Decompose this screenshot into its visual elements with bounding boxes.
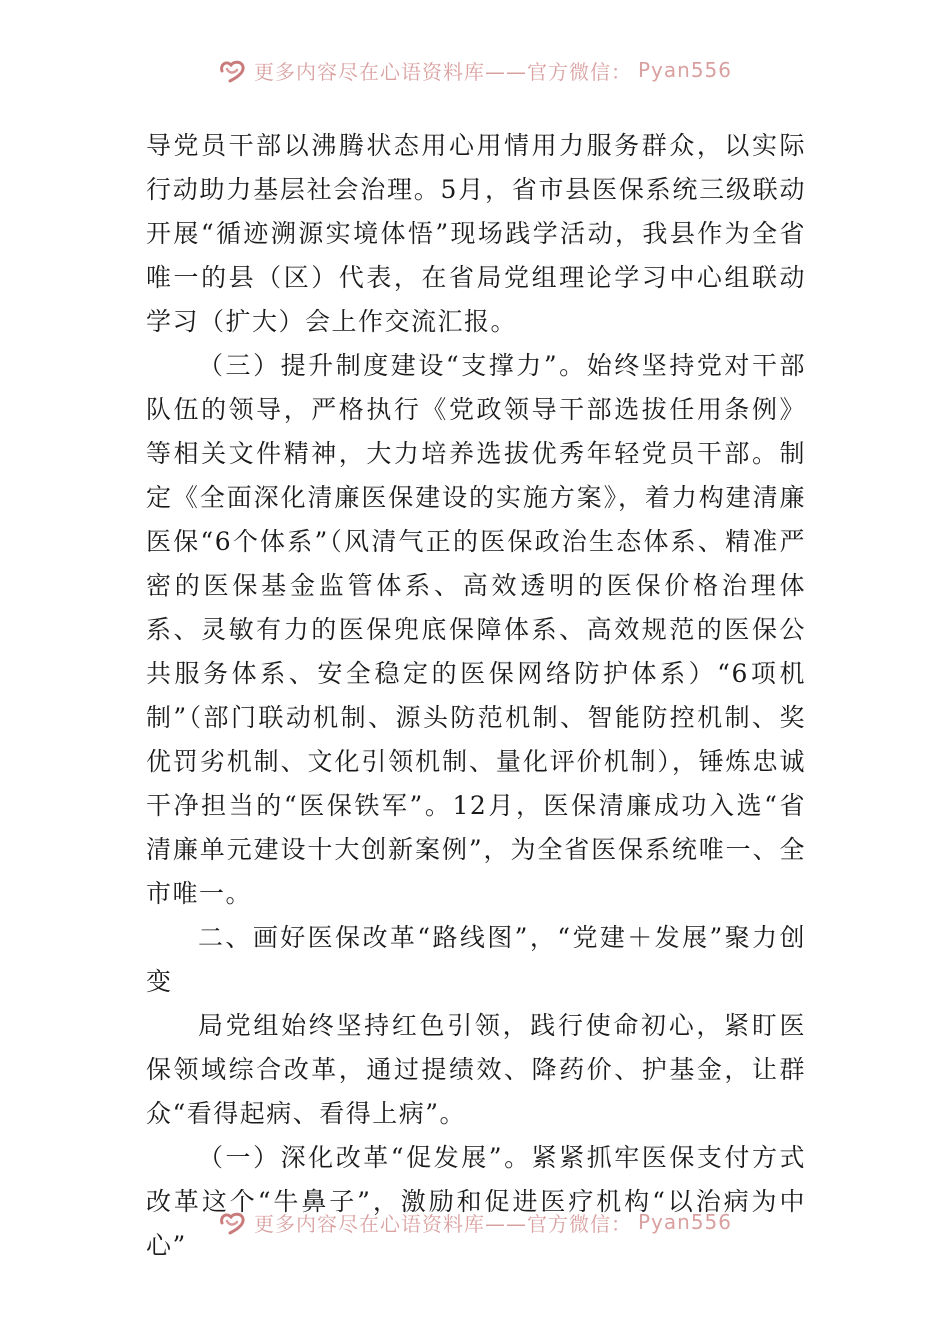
heading-section-2: 二、画好医保改革“路线图”，“党建＋发展”聚力创变 (146, 923, 806, 996)
header-watermark (0, 50, 950, 90)
paragraph-section-3: （三）提升制度建设“支撑力”。始终坚持党对干部队伍的领导，严格执行《党政领导干部选拔任用条例》等相关文件精神，大力培养选拔优秀年轻党员干部。制定《全面深化清廉医保建设的实施方案》，着力构建清廉医保“6个体系”（风清气正的医保政治生态体系、精准严密的医保基金监管体系、高效透明的医保价格治理体系、灵敏有力的医保兜底保障体系、高效规范的医保公共服务体系、安全稳定的医保网络防护体系）“6项机制”（部门联动机制、源头防范机制、智能防控机制、奖优罚劣机制、文化引领机制、量化评价机制），锤炼忠诚干净担当的“医保铁军”。12月，医保清廉成功入选“省清廉单元建设十大创新案例”，为全省医保系统唯一、全市唯一。 (146, 351, 806, 908)
watermark-handle: Pyan556 (637, 1210, 732, 1234)
watermark-handle: Pyan556 (637, 58, 732, 82)
watermark-text: 更多内容尽在心语资料库——官方微信： (253, 59, 632, 84)
footer-watermark (0, 1202, 950, 1242)
paragraph-intro: 局党组始终坚持红色引领，践行使命初心，紧盯医保领域综合改革，通过提绩效、降药价、护基金，让群众“看得起病、看得上病”。 (146, 1011, 806, 1128)
heart-logo-icon (218, 57, 248, 83)
document-body (146, 124, 806, 1268)
paragraph-subsection-1: （一）深化改革“促发展”。紧紧抓牢医保支付方式改革这个“牛鼻子”，激励和促进医疗机构“以治病为中心” (146, 1143, 806, 1260)
paragraph-continuation: 导党员干部以沸腾状态用心用情用力服务群众，以实际行动助力基层社会治理。5月，省市县医保系统三级联动开展“循迹溯源实境体悟”现场践学活动，我县作为全省唯一的县（区）代表，在省局党组理论学习中心组联动学习（扩大）会上作交流汇报。 (146, 131, 806, 336)
watermark-text: 更多内容尽在心语资料库——官方微信： (253, 1211, 632, 1236)
heart-logo-icon (218, 1209, 248, 1235)
